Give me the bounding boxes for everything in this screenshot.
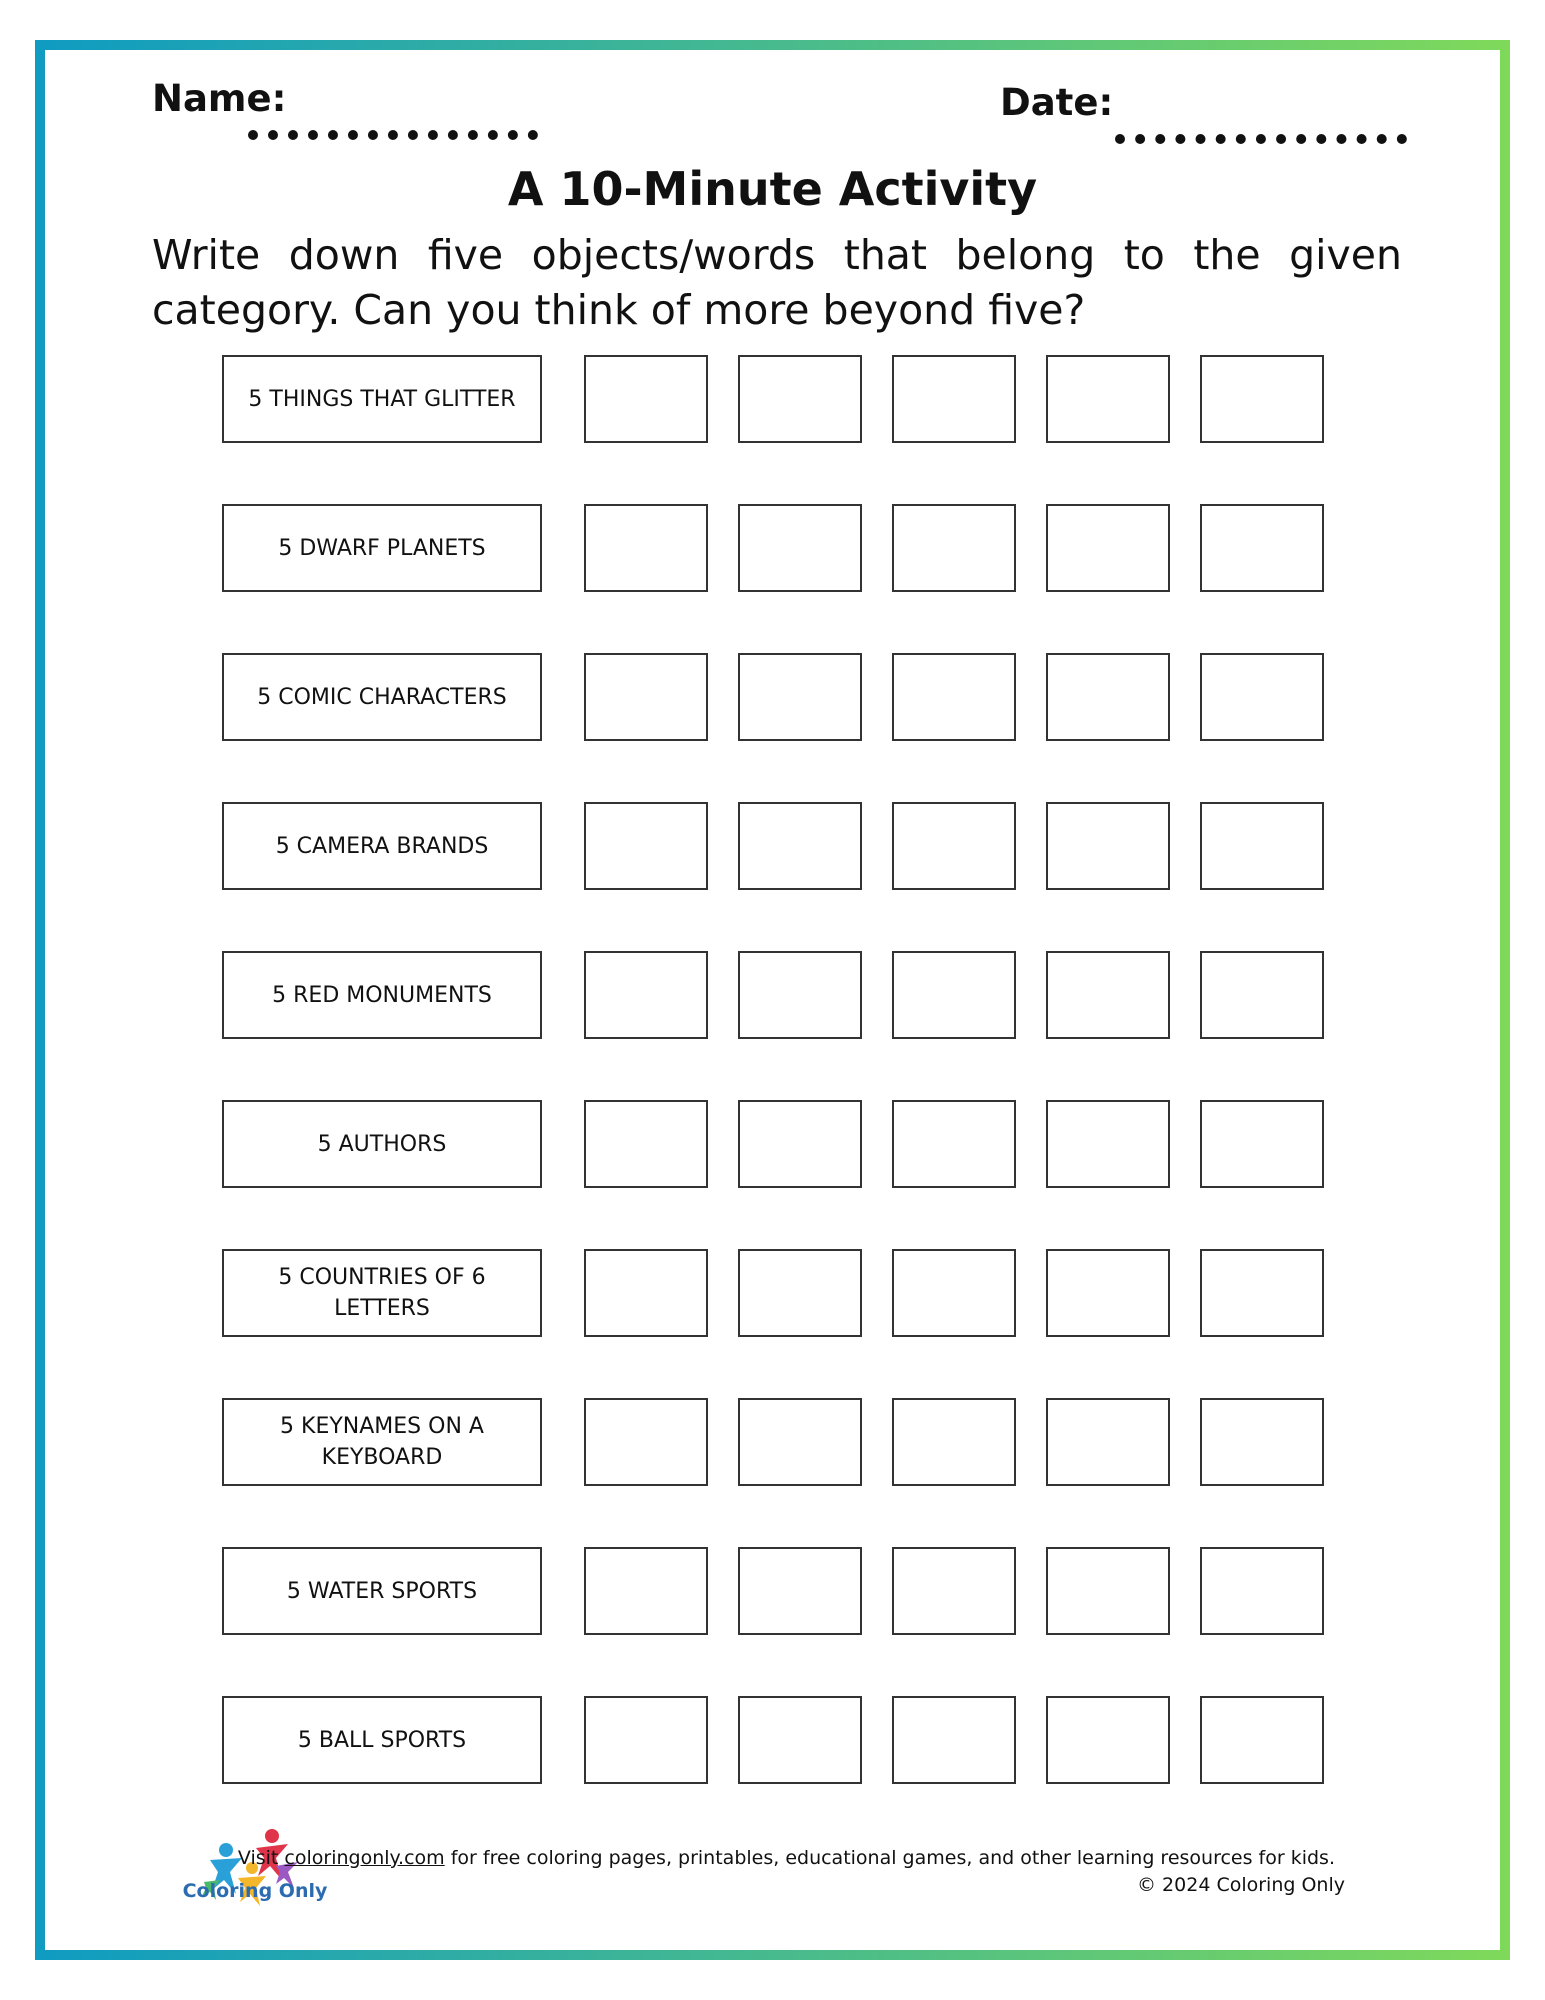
answer-box[interactable] <box>584 653 708 741</box>
answer-box[interactable] <box>892 1100 1016 1188</box>
date-line[interactable] <box>1115 134 1407 144</box>
footer-link[interactable]: coloringonly.com <box>284 1847 445 1869</box>
logo-text: Coloring Only <box>182 1880 328 1902</box>
category-label: 5 BALL SPORTS <box>222 1696 542 1784</box>
footer-visit-text <box>238 1845 1335 1871</box>
answer-box[interactable] <box>892 1398 1016 1486</box>
category-row <box>222 1100 1330 1188</box>
category-label: 5 WATER SPORTS <box>222 1547 542 1635</box>
category-label: 5 KEYNAMES ON A KEYBOARD <box>222 1398 542 1486</box>
answer-box[interactable] <box>1046 1398 1170 1486</box>
footer-copyright: © 2024 Coloring Only <box>1137 1874 1345 1896</box>
answer-box[interactable] <box>738 1398 862 1486</box>
answer-box[interactable] <box>738 504 862 592</box>
footer-visit-suffix: for free coloring pages, printables, educational games, and other learning resources for kids. <box>444 1847 1335 1869</box>
category-row <box>222 1249 1330 1337</box>
answer-box[interactable] <box>584 1398 708 1486</box>
answer-box[interactable] <box>584 1696 708 1784</box>
category-label: 5 COUNTRIES OF 6 LETTERS <box>222 1249 542 1337</box>
answer-box[interactable] <box>892 504 1016 592</box>
answer-box[interactable] <box>892 951 1016 1039</box>
answer-box[interactable] <box>892 802 1016 890</box>
category-row <box>222 802 1330 890</box>
date-label: Date: <box>1000 81 1114 124</box>
answer-box[interactable] <box>584 355 708 443</box>
answer-box[interactable] <box>892 355 1016 443</box>
answer-box[interactable] <box>1046 504 1170 592</box>
category-label: 5 COMIC CHARACTERS <box>222 653 542 741</box>
answer-box[interactable] <box>1046 1249 1170 1337</box>
answer-box[interactable] <box>892 1696 1016 1784</box>
answer-box[interactable] <box>892 1249 1016 1337</box>
answer-box[interactable] <box>738 1696 862 1784</box>
category-row <box>222 1398 1330 1486</box>
answer-box[interactable] <box>1200 653 1324 741</box>
answer-box[interactable] <box>1200 951 1324 1039</box>
category-row <box>222 653 1330 741</box>
answer-box[interactable] <box>1046 1100 1170 1188</box>
footer-visit-prefix: Visit <box>237 1847 285 1869</box>
category-label: 5 DWARF PLANETS <box>222 504 542 592</box>
category-row <box>222 355 1330 443</box>
page-title: A 10-Minute Activity <box>507 162 1038 216</box>
instructions-text: Write down five objects/words that belong to the given category. Can you think of more beyond five? <box>152 231 1402 334</box>
category-label: 5 RED MONUMENTS <box>222 951 542 1039</box>
answer-box[interactable] <box>1046 1547 1170 1635</box>
answer-box[interactable] <box>584 951 708 1039</box>
answer-box[interactable] <box>584 1100 708 1188</box>
answer-box[interactable] <box>1046 951 1170 1039</box>
answer-box[interactable] <box>1200 1547 1324 1635</box>
category-label: 5 AUTHORS <box>222 1100 542 1188</box>
answer-box[interactable] <box>1200 1398 1324 1486</box>
answer-box[interactable] <box>584 504 708 592</box>
answer-box[interactable] <box>1200 1249 1324 1337</box>
answer-box[interactable] <box>1200 802 1324 890</box>
name-label: Name: <box>152 77 287 120</box>
answer-box[interactable] <box>1046 355 1170 443</box>
answer-box[interactable] <box>738 653 862 741</box>
category-label: 5 THINGS THAT GLITTER <box>222 355 542 443</box>
category-row <box>222 1696 1330 1784</box>
answer-box[interactable] <box>892 1547 1016 1635</box>
category-row <box>222 504 1330 592</box>
answer-box[interactable] <box>584 1249 708 1337</box>
answer-box[interactable] <box>892 653 1016 741</box>
category-label: 5 CAMERA BRANDS <box>222 802 542 890</box>
answer-box[interactable] <box>1200 355 1324 443</box>
category-row <box>222 951 1330 1039</box>
answer-box[interactable] <box>1046 802 1170 890</box>
answer-box[interactable] <box>738 1547 862 1635</box>
answer-box[interactable] <box>584 802 708 890</box>
name-line[interactable] <box>248 130 538 140</box>
answer-box[interactable] <box>584 1547 708 1635</box>
answer-box[interactable] <box>1046 653 1170 741</box>
answer-box[interactable] <box>738 802 862 890</box>
answer-box[interactable] <box>1200 504 1324 592</box>
answer-box[interactable] <box>738 1249 862 1337</box>
answer-box[interactable] <box>738 951 862 1039</box>
answer-box[interactable] <box>738 355 862 443</box>
answer-box[interactable] <box>1046 1696 1170 1784</box>
answer-box[interactable] <box>1200 1696 1324 1784</box>
answer-box[interactable] <box>1200 1100 1324 1188</box>
answer-box[interactable] <box>738 1100 862 1188</box>
category-row <box>222 1547 1330 1635</box>
